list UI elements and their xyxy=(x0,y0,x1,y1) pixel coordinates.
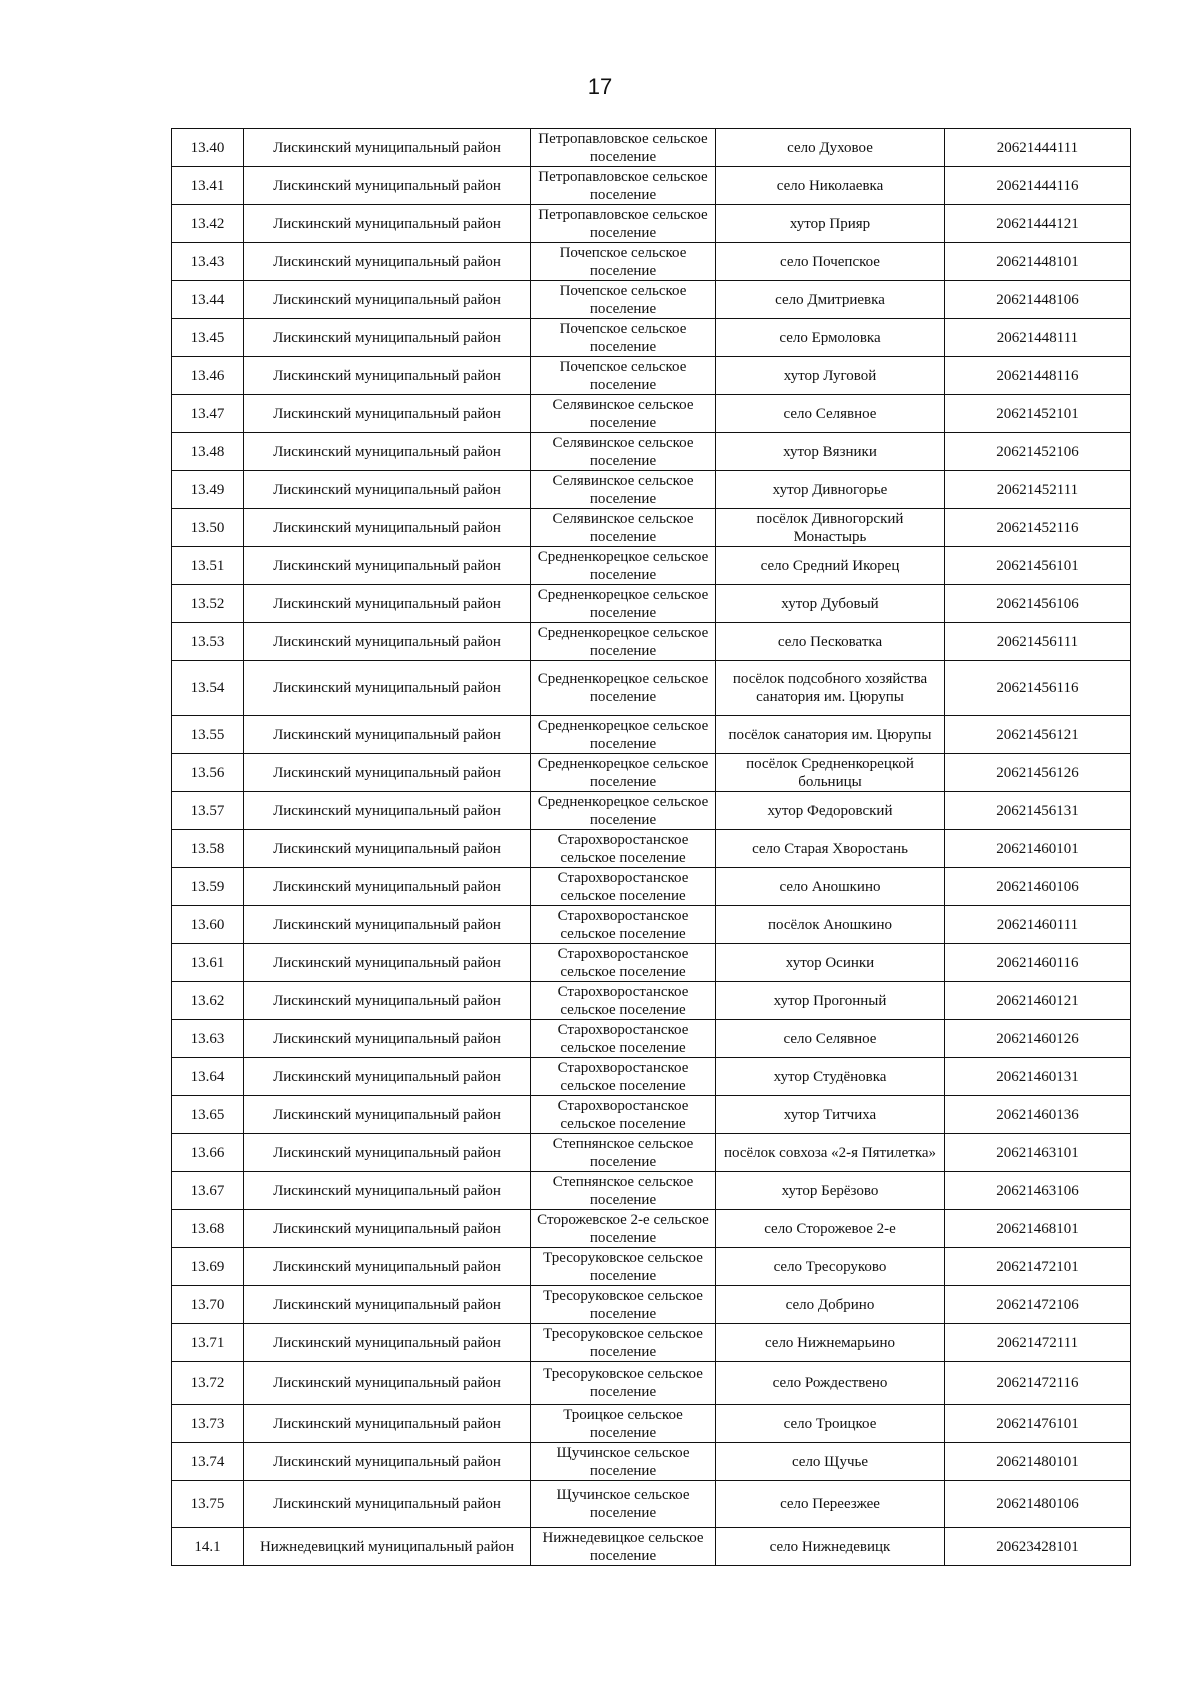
table-row xyxy=(172,754,1131,792)
district-cell: Лискинский муниципальный район xyxy=(244,1443,531,1481)
settlement-cell: Старохворостанское сельское поселение xyxy=(531,1096,716,1134)
row-number-cell: 13.67 xyxy=(172,1172,244,1210)
district-cell: Лискинский муниципальный район xyxy=(244,1058,531,1096)
locality-cell: село Селявное xyxy=(716,1020,945,1058)
oktmo-code-cell: 20621460136 xyxy=(945,1096,1131,1134)
settlement-cell: Старохворостанское сельское поселение xyxy=(531,1020,716,1058)
oktmo-code-cell: 20621452106 xyxy=(945,433,1131,471)
locality-cell: хутор Дивногорье xyxy=(716,471,945,509)
oktmo-code-cell: 20621460121 xyxy=(945,982,1131,1020)
oktmo-code-cell: 20621456106 xyxy=(945,585,1131,623)
locality-cell: село Нижнемарьино xyxy=(716,1324,945,1362)
district-cell: Лискинский муниципальный район xyxy=(244,1210,531,1248)
row-number-cell: 13.70 xyxy=(172,1286,244,1324)
settlement-cell: Селявинское сельское поселение xyxy=(531,395,716,433)
locality-cell: хутор Берёзово xyxy=(716,1172,945,1210)
table-row xyxy=(172,982,1131,1020)
district-cell: Лискинский муниципальный район xyxy=(244,754,531,792)
settlement-cell: Тресоруковское сельское поселение xyxy=(531,1362,716,1405)
table-row xyxy=(172,661,1131,716)
locality-cell: село Ермоловка xyxy=(716,319,945,357)
settlement-cell: Щучинское сельское поселение xyxy=(531,1443,716,1481)
row-number-cell: 13.53 xyxy=(172,623,244,661)
oktmo-code-cell: 20621460131 xyxy=(945,1058,1131,1096)
district-cell: Лискинский муниципальный район xyxy=(244,1248,531,1286)
locality-cell: село Селявное xyxy=(716,395,945,433)
oktmo-code-cell: 20621480101 xyxy=(945,1443,1131,1481)
locality-cell: хутор Вязники xyxy=(716,433,945,471)
row-number-cell: 13.47 xyxy=(172,395,244,433)
table-row xyxy=(172,1172,1131,1210)
oktmo-code-cell: 20621448101 xyxy=(945,243,1131,281)
oktmo-code-cell: 20621460116 xyxy=(945,944,1131,982)
settlements-table xyxy=(171,128,1131,1566)
locality-cell: село Переезжее xyxy=(716,1481,945,1528)
oktmo-code-cell: 20621460126 xyxy=(945,1020,1131,1058)
locality-cell: хутор Дубовый xyxy=(716,585,945,623)
settlement-cell: Тресоруковское сельское поселение xyxy=(531,1324,716,1362)
settlement-cell: Старохворостанское сельское поселение xyxy=(531,982,716,1020)
table-row xyxy=(172,1210,1131,1248)
settlement-cell: Старохворостанское сельское поселение xyxy=(531,830,716,868)
district-cell: Лискинский муниципальный район xyxy=(244,205,531,243)
table-row xyxy=(172,868,1131,906)
table-row xyxy=(172,281,1131,319)
row-number-cell: 13.60 xyxy=(172,906,244,944)
oktmo-code-cell: 20621460111 xyxy=(945,906,1131,944)
oktmo-code-cell: 20621452116 xyxy=(945,509,1131,547)
oktmo-code-cell: 20621472111 xyxy=(945,1324,1131,1362)
row-number-cell: 13.55 xyxy=(172,716,244,754)
locality-cell: посёлок санатория им. Цюрупы xyxy=(716,716,945,754)
district-cell: Лискинский муниципальный район xyxy=(244,243,531,281)
oktmo-code-cell: 20621456131 xyxy=(945,792,1131,830)
row-number-cell: 13.45 xyxy=(172,319,244,357)
oktmo-code-cell: 20621463106 xyxy=(945,1172,1131,1210)
table-body xyxy=(172,129,1131,1566)
settlement-cell: Почепское сельское поселение xyxy=(531,243,716,281)
row-number-cell: 13.57 xyxy=(172,792,244,830)
oktmo-code-cell: 20621456116 xyxy=(945,661,1131,716)
district-cell: Лискинский муниципальный район xyxy=(244,1362,531,1405)
settlement-cell: Почепское сельское поселение xyxy=(531,357,716,395)
row-number-cell: 13.75 xyxy=(172,1481,244,1528)
table-row xyxy=(172,623,1131,661)
oktmo-code-cell: 20621444116 xyxy=(945,167,1131,205)
table-row xyxy=(172,433,1131,471)
settlement-cell: Степнянское сельское поселение xyxy=(531,1172,716,1210)
locality-cell: село Рождествено xyxy=(716,1362,945,1405)
locality-cell: село Дмитриевка xyxy=(716,281,945,319)
oktmo-code-cell: 20621452101 xyxy=(945,395,1131,433)
settlement-cell: Средненкорецкое сельское поселение xyxy=(531,623,716,661)
locality-cell: село Духовое xyxy=(716,129,945,167)
settlement-cell: Средненкорецкое сельское поселение xyxy=(531,547,716,585)
table-row xyxy=(172,1481,1131,1528)
oktmo-code-cell: 20621444111 xyxy=(945,129,1131,167)
settlement-cell: Тресоруковское сельское поселение xyxy=(531,1286,716,1324)
locality-cell: село Старая Хворостань xyxy=(716,830,945,868)
settlement-cell: Средненкорецкое сельское поселение xyxy=(531,792,716,830)
row-number-cell: 13.72 xyxy=(172,1362,244,1405)
row-number-cell: 13.56 xyxy=(172,754,244,792)
row-number-cell: 13.49 xyxy=(172,471,244,509)
district-cell: Лискинский муниципальный район xyxy=(244,1096,531,1134)
oktmo-code-cell: 20621456121 xyxy=(945,716,1131,754)
locality-cell: хутор Федоровский xyxy=(716,792,945,830)
table-row xyxy=(172,547,1131,585)
oktmo-code-cell: 20621448106 xyxy=(945,281,1131,319)
row-number-cell: 13.50 xyxy=(172,509,244,547)
row-number-cell: 13.46 xyxy=(172,357,244,395)
page-number: 17 xyxy=(587,74,613,99)
row-number-cell: 13.52 xyxy=(172,585,244,623)
settlement-cell: Средненкорецкое сельское поселение xyxy=(531,585,716,623)
table-row xyxy=(172,319,1131,357)
settlement-cell: Селявинское сельское поселение xyxy=(531,509,716,547)
district-cell: Лискинский муниципальный район xyxy=(244,129,531,167)
settlement-cell: Сторожевское 2-е сельское поселение xyxy=(531,1210,716,1248)
row-number-cell: 13.74 xyxy=(172,1443,244,1481)
row-number-cell: 13.44 xyxy=(172,281,244,319)
settlement-cell: Старохворостанское сельское поселение xyxy=(531,906,716,944)
row-number-cell: 13.65 xyxy=(172,1096,244,1134)
district-cell: Лискинский муниципальный район xyxy=(244,319,531,357)
district-cell: Лискинский муниципальный район xyxy=(244,623,531,661)
district-cell: Лискинский муниципальный район xyxy=(244,1134,531,1172)
table-row xyxy=(172,167,1131,205)
settlement-cell: Средненкорецкое сельское поселение xyxy=(531,754,716,792)
oktmo-code-cell: 20621456111 xyxy=(945,623,1131,661)
row-number-cell: 13.64 xyxy=(172,1058,244,1096)
district-cell: Лискинский муниципальный район xyxy=(244,1172,531,1210)
district-cell: Лискинский муниципальный район xyxy=(244,357,531,395)
oktmo-code-cell: 20621444121 xyxy=(945,205,1131,243)
settlement-cell: Петропавловское сельское поселение xyxy=(531,205,716,243)
district-cell: Лискинский муниципальный район xyxy=(244,585,531,623)
district-cell: Лискинский муниципальный район xyxy=(244,1020,531,1058)
locality-cell: село Почепское xyxy=(716,243,945,281)
oktmo-code-cell: 20621480106 xyxy=(945,1481,1131,1528)
row-number-cell: 13.66 xyxy=(172,1134,244,1172)
locality-cell: село Средний Икорец xyxy=(716,547,945,585)
table-row xyxy=(172,243,1131,281)
district-cell: Лискинский муниципальный район xyxy=(244,982,531,1020)
oktmo-code-cell: 20621468101 xyxy=(945,1210,1131,1248)
settlement-cell: Степнянское сельское поселение xyxy=(531,1134,716,1172)
oktmo-code-cell: 20621476101 xyxy=(945,1405,1131,1443)
row-number-cell: 13.61 xyxy=(172,944,244,982)
locality-cell: посёлок подсобного хозяйства санатория им. Цюрупы xyxy=(716,661,945,716)
district-cell: Лискинский муниципальный район xyxy=(244,716,531,754)
settlement-cell: Почепское сельское поселение xyxy=(531,319,716,357)
table-row xyxy=(172,716,1131,754)
row-number-cell: 13.58 xyxy=(172,830,244,868)
locality-cell: село Песковатка xyxy=(716,623,945,661)
oktmo-code-cell: 20621448111 xyxy=(945,319,1131,357)
locality-cell: посёлок Средненкорецкой больницы xyxy=(716,754,945,792)
table-row xyxy=(172,1324,1131,1362)
settlement-cell: Старохворостанское сельское поселение xyxy=(531,1058,716,1096)
settlement-cell: Селявинское сельское поселение xyxy=(531,471,716,509)
locality-cell: посёлок совхоза «2-я Пятилетка» xyxy=(716,1134,945,1172)
locality-cell: хутор Титчиха xyxy=(716,1096,945,1134)
oktmo-code-cell: 20621456101 xyxy=(945,547,1131,585)
table-row xyxy=(172,906,1131,944)
district-cell: Лискинский муниципальный район xyxy=(244,1481,531,1528)
district-cell: Лискинский муниципальный район xyxy=(244,661,531,716)
district-cell: Лискинский муниципальный район xyxy=(244,281,531,319)
settlement-cell: Старохворостанское сельское поселение xyxy=(531,944,716,982)
table-row xyxy=(172,1405,1131,1443)
district-cell: Лискинский муниципальный район xyxy=(244,944,531,982)
table-row xyxy=(172,509,1131,547)
oktmo-code-cell: 20621460101 xyxy=(945,830,1131,868)
row-number-cell: 13.42 xyxy=(172,205,244,243)
oktmo-code-cell: 20623428101 xyxy=(945,1528,1131,1566)
table-row xyxy=(172,1443,1131,1481)
settlement-cell: Нижнедевицкое сельское поселение xyxy=(531,1528,716,1566)
settlement-cell: Средненкорецкое сельское поселение xyxy=(531,716,716,754)
row-number-cell: 13.68 xyxy=(172,1210,244,1248)
locality-cell: село Нижнедевицк xyxy=(716,1528,945,1566)
locality-cell: село Тресоруково xyxy=(716,1248,945,1286)
district-cell: Лискинский муниципальный район xyxy=(244,167,531,205)
row-number-cell: 13.69 xyxy=(172,1248,244,1286)
table-row xyxy=(172,205,1131,243)
settlement-cell: Селявинское сельское поселение xyxy=(531,433,716,471)
locality-cell: хутор Луговой xyxy=(716,357,945,395)
locality-cell: посёлок Аношкино xyxy=(716,906,945,944)
oktmo-code-cell: 20621472101 xyxy=(945,1248,1131,1286)
row-number-cell: 13.43 xyxy=(172,243,244,281)
locality-cell: хутор Прияр xyxy=(716,205,945,243)
locality-cell: село Троицкое xyxy=(716,1405,945,1443)
row-number-cell: 13.62 xyxy=(172,982,244,1020)
row-number-cell: 13.63 xyxy=(172,1020,244,1058)
oktmo-code-cell: 20621452111 xyxy=(945,471,1131,509)
district-cell: Лискинский муниципальный район xyxy=(244,792,531,830)
row-number-cell: 13.40 xyxy=(172,129,244,167)
row-number-cell: 13.54 xyxy=(172,661,244,716)
table-row xyxy=(172,830,1131,868)
row-number-cell: 13.71 xyxy=(172,1324,244,1362)
district-cell: Лискинский муниципальный район xyxy=(244,906,531,944)
district-cell: Лискинский муниципальный район xyxy=(244,547,531,585)
locality-cell: село Аношкино xyxy=(716,868,945,906)
settlement-cell: Средненкорецкое сельское поселение xyxy=(531,661,716,716)
locality-cell: хутор Прогонный xyxy=(716,982,945,1020)
table-row xyxy=(172,944,1131,982)
district-cell: Лискинский муниципальный район xyxy=(244,395,531,433)
oktmo-code-cell: 20621456126 xyxy=(945,754,1131,792)
locality-cell: село Добрино xyxy=(716,1286,945,1324)
settlement-cell: Петропавловское сельское поселение xyxy=(531,129,716,167)
oktmo-code-cell: 20621460106 xyxy=(945,868,1131,906)
settlement-cell: Петропавловское сельское поселение xyxy=(531,167,716,205)
oktmo-code-cell: 20621448116 xyxy=(945,357,1131,395)
row-number-cell: 13.51 xyxy=(172,547,244,585)
table-row xyxy=(172,1020,1131,1058)
table-row xyxy=(172,471,1131,509)
settlement-cell: Тресоруковское сельское поселение xyxy=(531,1248,716,1286)
table-row xyxy=(172,1058,1131,1096)
table-row xyxy=(172,1134,1131,1172)
district-cell: Лискинский муниципальный район xyxy=(244,868,531,906)
district-cell: Лискинский муниципальный район xyxy=(244,433,531,471)
table-row xyxy=(172,357,1131,395)
table-row xyxy=(172,792,1131,830)
table-row xyxy=(172,395,1131,433)
locality-cell: село Николаевка xyxy=(716,167,945,205)
table-row xyxy=(172,585,1131,623)
table-row xyxy=(172,129,1131,167)
locality-cell: село Сторожевое 2-е xyxy=(716,1210,945,1248)
table-row xyxy=(172,1528,1131,1566)
oktmo-code-cell: 20621472106 xyxy=(945,1286,1131,1324)
row-number-cell: 13.41 xyxy=(172,167,244,205)
row-number-cell: 13.73 xyxy=(172,1405,244,1443)
locality-cell: хутор Осинки xyxy=(716,944,945,982)
oktmo-code-cell: 20621463101 xyxy=(945,1134,1131,1172)
table-row xyxy=(172,1362,1131,1405)
district-cell: Лискинский муниципальный район xyxy=(244,830,531,868)
settlement-cell: Щучинское сельское поселение xyxy=(531,1481,716,1528)
table-row xyxy=(172,1286,1131,1324)
table-row xyxy=(172,1248,1131,1286)
oktmo-code-cell: 20621472116 xyxy=(945,1362,1131,1405)
district-cell: Лискинский муниципальный район xyxy=(244,471,531,509)
settlement-cell: Почепское сельское поселение xyxy=(531,281,716,319)
row-number-cell: 14.1 xyxy=(172,1528,244,1566)
district-cell: Нижнедевицкий муниципальный район xyxy=(244,1528,531,1566)
locality-cell: село Щучье xyxy=(716,1443,945,1481)
settlement-cell: Старохворостанское сельское поселение xyxy=(531,868,716,906)
table-row xyxy=(172,1096,1131,1134)
row-number-cell: 13.59 xyxy=(172,868,244,906)
district-cell: Лискинский муниципальный район xyxy=(244,1286,531,1324)
locality-cell: хутор Студёновка xyxy=(716,1058,945,1096)
district-cell: Лискинский муниципальный район xyxy=(244,1405,531,1443)
locality-cell: посёлок Дивногорский Монастырь xyxy=(716,509,945,547)
district-cell: Лискинский муниципальный район xyxy=(244,509,531,547)
district-cell: Лискинский муниципальный район xyxy=(244,1324,531,1362)
settlement-cell: Троицкое сельское поселение xyxy=(531,1405,716,1443)
row-number-cell: 13.48 xyxy=(172,433,244,471)
